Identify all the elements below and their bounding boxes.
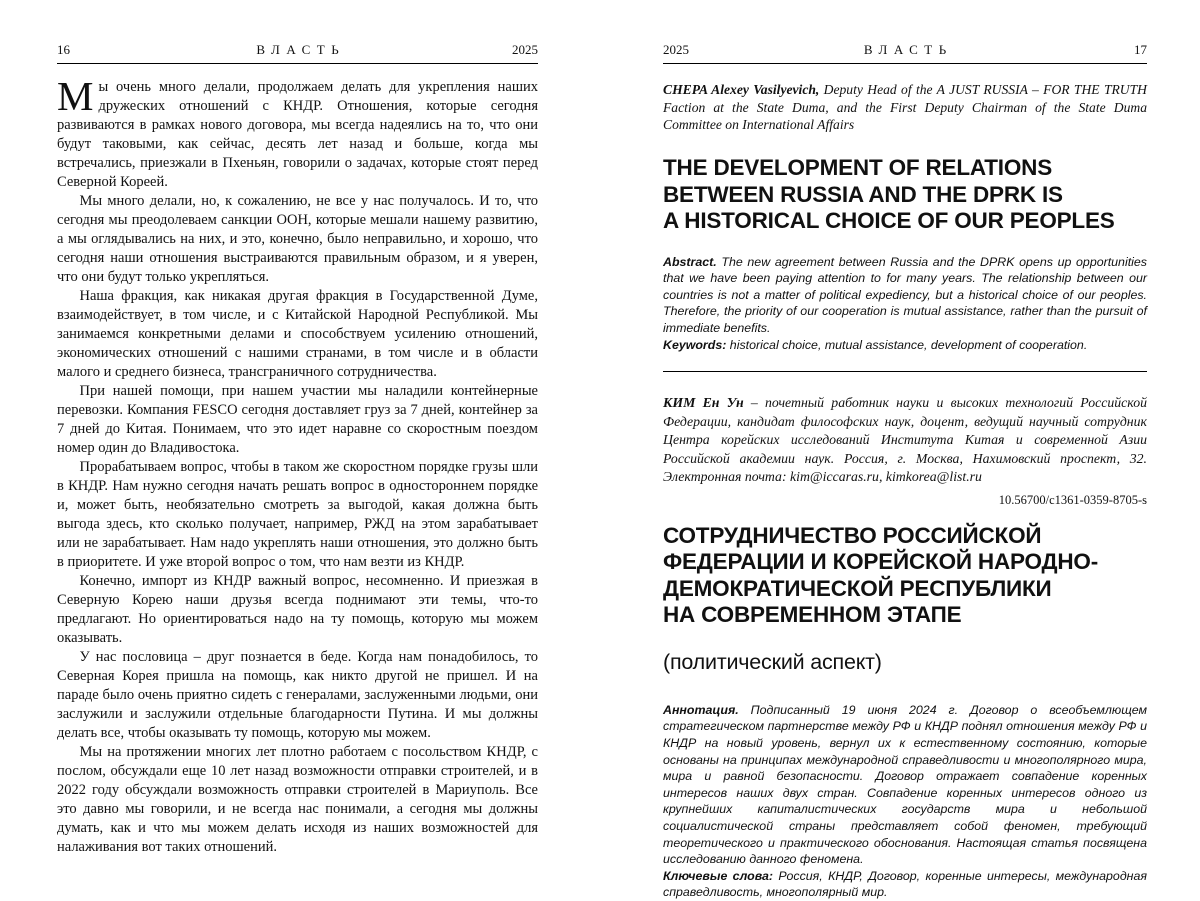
keywords-line [663, 337, 1147, 354]
page-number-right: 17 [1134, 42, 1147, 57]
author-affiliation-text: – почетный работник науки и высоких технологий Российской Федерации, кандидат философских наук, доцент, ведущий научный сотрудник Центра корейских исследований Института Китая и современной Азии Российской академии наук. Россия, г. Москва, Нахимовский проспект, 32. Электронная почта: kim@iccaras.ru, kimkorea@list.ru [663, 395, 1147, 485]
body-paragraph [57, 73, 538, 192]
keywords-text: historical choice, mutual assistance, development of cooperation. [726, 337, 1088, 352]
body-paragraph: Мы много делали, но, к сожалению, не все у нас получалось. И то, что сегодня мы преодолеваем санкции ООН, которые мешали нашему развитию, а мы оглядывались на них, и это, конечно, было неправильно, и хорошо, что сегодня наши отношения выстраиваются правильным образом, и я уверен, что они будут только укрепляться. [57, 193, 538, 285]
article-title-ru-subtitle: (политический аспект) [663, 649, 882, 674]
author-affiliation-ru [663, 394, 1147, 486]
body-paragraph: Мы на протяжении многих лет плотно работаем с посольством КНДР, с послом, обсуждали еще 10 лет назад возможности отправки строителей, и в 2022 году обсуждали возможность отправки строителей в Мариуполь. Все это давно мы говорили, и не всегда нас понимали, а сегодня мы должны думать, как и что мы можем делать исходя из наших возможностей для налаживания вот таких отношений. [57, 744, 538, 855]
keywords-ru-label: Ключевые слова: [663, 868, 774, 883]
running-head-right [663, 42, 1147, 58]
annotation-block [663, 702, 1147, 901]
author-affiliation-en [663, 81, 1147, 134]
keywords-label: Keywords: [663, 337, 727, 352]
journal-year: 2025 [663, 42, 689, 57]
section-divider [663, 371, 1147, 372]
abstract-block [663, 254, 1147, 354]
paragraph-text: ы очень много делали, продолжаем делать для укрепления наших дружеских отношений с КНДР. Отношения, которые сегодня развиваются в рамках нового договора, мы всегда надеялись на то, что они будут таковыми, как сейчас, десять лет назад и больше, когда мы встречались, приезжали в Пхеньян, говорили о задачах, которые стоят перед Северной Кореей. [57, 79, 538, 190]
doi: 10.56700/c1361-0359-8705-s [998, 492, 1147, 507]
annotation-label: Аннотация. [663, 702, 739, 717]
page-right [600, 0, 1200, 900]
page-number-left: 16 [57, 42, 70, 57]
author-name-en: CHEPA Alexey Vasilyevich, [663, 82, 820, 97]
body-paragraph: Наша фракция, как никакая другая фракция в Государственной Думе, взаимодействует, в том числе, и с Китайской Народной Республикой. Мы занимаемся конкретными делами и способствуем усилению отношений, экономических отношений с нашими странами, в том числе и в области малого и среднего бизнеса, трансграничного сотрудничества. [57, 288, 538, 380]
article-body [57, 73, 538, 857]
keywords-ru-text: Россия, КНДР, Договор, коренные интересы, международная справедливость, многополярный мир. [663, 868, 1147, 900]
abstract-label: Abstract. [663, 254, 717, 269]
running-head-left [57, 42, 538, 58]
dropcap: М [57, 73, 94, 119]
annotation-paragraph [663, 702, 1147, 868]
abstract-text: The new agreement between Russia and the DPRK opens up opportunities that we have been paying attention to for many years. The relationship between our countries is not a matter of political expediency, but a historical choice of our peoples. Therefore, the priority of our cooperation is mutual assistance, rather than the pursuit of immediate benefits. [663, 254, 1147, 336]
page-left [0, 0, 600, 855]
journal-year: 2025 [512, 42, 538, 57]
journal-title: ВЛАСТЬ [863, 42, 953, 57]
body-paragraph: Конечно, импорт из КНДР важный вопрос, несомненно. И приезжая в Северную Корею наши друзья всегда поднимают эти темы, что-то предлагают. Но ориентироваться надо на ту помощь, которую мы можем оказывать. [57, 573, 538, 646]
author-name-ru: КИМ Ен Ун [663, 395, 744, 411]
annotation-text: Подписанный 19 июня 2024 г. Договор о всеобъемлющем стратегическом партнерстве между РФ и КНДР поднял отношения между РФ и КНДР на новый уровень, вернул их к естественному состоянию, которые основаны на принципах международной справедливости и многополярного мира, мира и равной безопасности. Договор отражает совпадение коренных интересов наших двух стран. Совпадение коренных интересов одного из крупнейших капиталистических государств мира и небольшой социалистической страны представляет собой феномен, требующий теоретического и практического обоснования. Настоящая статья посвящена исследованию данного феномена. [663, 702, 1147, 867]
article-title-en: THE DEVELOPMENT OF RELATIONS BETWEEN RUSSIA AND THE DPRK IS A HISTORICAL CHOICE OF OUR PEOPLES [663, 155, 1115, 234]
author-affiliation-text: Deputy Head of the A JUST RUSSIA – FOR THE TRUTH Faction at the State Duma, and the First Deputy Chairman of the State Duma Committee on International Affairs [663, 82, 1147, 133]
abstract-paragraph [663, 254, 1147, 337]
body-paragraph: Прорабатываем вопрос, чтобы в таком же скоростном порядке грузы шли в КНДР. Нам нужно сегодня начать решать вопрос в одностороннем порядке и, может быть, необязательно смотреть за выгодой, какая должна быть выгода здесь, кто сколько получает, например, РЖД на этом зарабатывает или не зарабатывает. Нам надо укреплять наши отношения, это должно быть в приоритете. И уже второй вопрос о том, что нам везти из КНДР. [57, 459, 538, 570]
header-rule-right [663, 63, 1147, 64]
body-paragraph: У нас пословица – друг познается в беде. Когда нам понадобилось, то Северная Корея пришла на помощь, как никто другой не пришел. И на параде было очень приятно сидеть с генералами, заслуженными людьми, они заслужили и заслужили отдельные благодарности Путина. И мы должны делать все, чтобы оказывать ту помощь, которую мы можем. [57, 649, 538, 741]
body-paragraph: При нашей помощи, при нашем участии мы наладили контейнерные перевозки. Компания FESCO сегодня доставляет груз за 7 дней, контейнер за 7 дней до Китая. Понимаем, что это идет наравне со скоростным поездом номер один до Владивостока. [57, 383, 538, 456]
header-rule-left [57, 63, 538, 64]
keywords-ru-line [663, 868, 1147, 901]
article-title-ru: СОТРУДНИЧЕСТВО РОССИЙСКОЙ ФЕДЕРАЦИИ И КОРЕЙСКОЙ НАРОДНО- ДЕМОКРАТИЧЕСКОЙ РЕСПУБЛИКИ НА СОВРЕМЕННОМ ЭТАПЕ [663, 522, 1098, 628]
journal-title: ВЛАСТЬ [256, 42, 346, 57]
